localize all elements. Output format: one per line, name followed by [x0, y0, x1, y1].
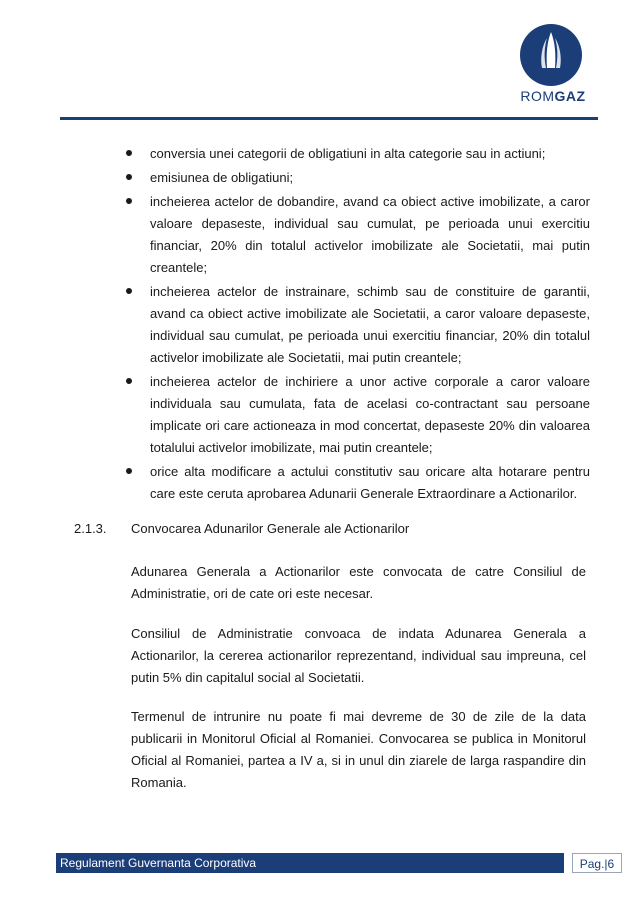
footer-bar: [56, 853, 564, 873]
logo-text-regular: ROM: [520, 88, 555, 104]
paragraph: Adunarea Generala a Actionarilor este convocata de catre Consiliul de Administratie, ori de cate ori este necesar.: [131, 564, 586, 601]
bullet-list: [120, 143, 590, 507]
logo-text-bold: GAZ: [554, 88, 586, 104]
list-item-text: incheierea actelor de instrainare, schimb sau de constituire de garantii, avand ca obiect active imobilizate ale Societatii, a caror valoare depaseste, individual sau cumulat, pe perioada unui exercitiu financiar, 20% din totalul activelor imobilizate ale Societatii, mai putin creantele;: [150, 284, 590, 365]
footer-title: Regulament Guvernanta Corporativa: [60, 856, 257, 870]
romgaz-logo: [508, 24, 598, 106]
bullet-icon: [126, 198, 132, 204]
list-item-text: orice alta modificare a actului constitutiv sau oricare alta hotarare pentru care este ceruta aprobarea Adunarii Generale Extraordinare a Actionarilor.: [150, 464, 590, 501]
bullet-icon: [126, 174, 132, 180]
list-item: [120, 143, 590, 165]
list-item-text: conversia unei categorii de obligatiuni in alta categorie sau in actiuni;: [150, 146, 546, 161]
section-title: Convocarea Adunarilor Generale ale Actionarilor: [131, 521, 410, 536]
page-number: Pag.|6: [572, 853, 622, 873]
logo-text: [512, 88, 594, 104]
section-number: 2.1.3.: [74, 521, 107, 536]
list-item-text: incheierea actelor de inchiriere a unor active corporale a caror valoare individuala sau cumulata, fata de acelasi co-contractant sau persoane implicate ori care actioneaza in mod concertat, depaseste 20% din valoarea totalului activelor imobilizate, mai putin creantele;: [150, 374, 590, 455]
paragraph: Termenul de intrunire nu poate fi mai devreme de 30 de zile de la data publicarii in Monitorul Oficial al Romaniei. Convocarea se publica in Monitorul Oficial al Romaniei, partea a IV a, si in unul din ziarele de larga raspandire din Romania.: [131, 709, 586, 790]
header-rule: [60, 117, 598, 120]
list-item: [120, 371, 590, 459]
bullet-icon: [126, 378, 132, 384]
list-item: [120, 281, 590, 369]
flame-icon: [520, 24, 582, 86]
list-item: [120, 461, 590, 505]
list-item: [120, 167, 590, 189]
paragraph: Consiliul de Administratie convoaca de indata Adunarea Generala a Actionarilor, la cererea actionarilor reprezentand, individual sau impreuna, cel putin 5% din capitalul social al Societatii.: [131, 626, 586, 685]
bullet-icon: [126, 288, 132, 294]
bullet-icon: [126, 468, 132, 474]
list-item: [120, 191, 590, 279]
list-item-text: incheierea actelor de dobandire, avand ca obiect active imobilizate, a caror valoare depaseste, individual sau cumulat, pe perioada unui exercitiu financiar, 20% din totalul activelor imobilizate ale Societatii, mai putin creantele;: [150, 194, 590, 275]
bullet-icon: [126, 150, 132, 156]
list-item-text: emisiunea de obligatiuni;: [150, 170, 294, 185]
